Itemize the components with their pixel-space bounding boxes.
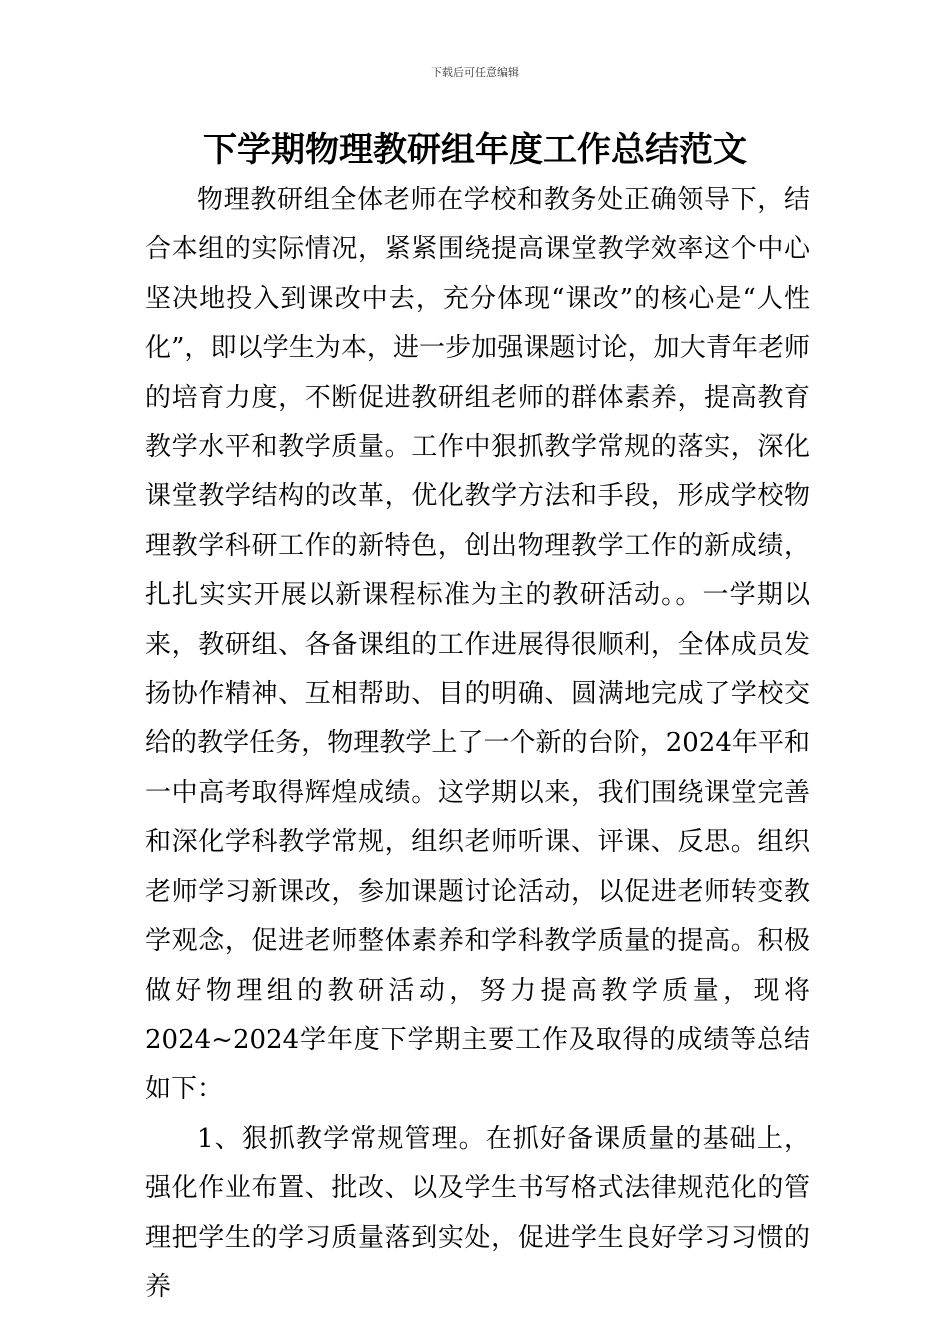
paragraph-item-1: 1、狠抓教学常规管理。在抓好备课质量的基础上，强化作业布置、批改、以及学生书写格式法律规范化的管理把学生的学习质量落到实处，促进学生良好学习习惯的养 bbox=[145, 1123, 810, 1302]
paragraph-intro: 物理教研组全体老师在学校和教务处正确领导下，结合本组的实际情况，紧紧围绕提高课堂教学效率这个中心坚决地投入到课改中去，充分体现“课改”的核心是“人性化”，即以学生为本，进一步加强课题讨论，加大青年老师的培育力度，不断促进教研组老师的群体素养，提高教育教学水平和教学质量。工作中狠抓教学常规的落实，深化课堂教学结构的改革，优化教学方法和手段，形成学校物理教学科研工作的新特色，创出物理教学工作的新成绩，扎扎实实开展以新课程标准为主的教研活动。。一学期以来，教研组、各备课组的工作进展得很顺利，全体成员发扬协作精神、互相帮助、目的明确、圆满地完成了学校交给的教学任务，物理教学上了一个新的台阶，2024年平和一中高考取得辉煌成绩。这学期以来，我们围绕课堂完善和深化学科教学常规，组织老师听课、评课、反思。组织老师学习新课改，参加课题讨论活动，以促进老师转变教学观念，促进老师整体素养和学科教学质量的提高。积极做好物理组的教研活动，努力提高教学质量，现将2024~2024学年度下学期主要工作及取得的成绩等总结如下： bbox=[145, 185, 810, 1105]
header-note: 下载后可任意编辑 bbox=[431, 66, 519, 79]
document-title: 下学期物理教研组年度工作总结范文 bbox=[203, 130, 747, 170]
document-body bbox=[145, 176, 810, 1312]
